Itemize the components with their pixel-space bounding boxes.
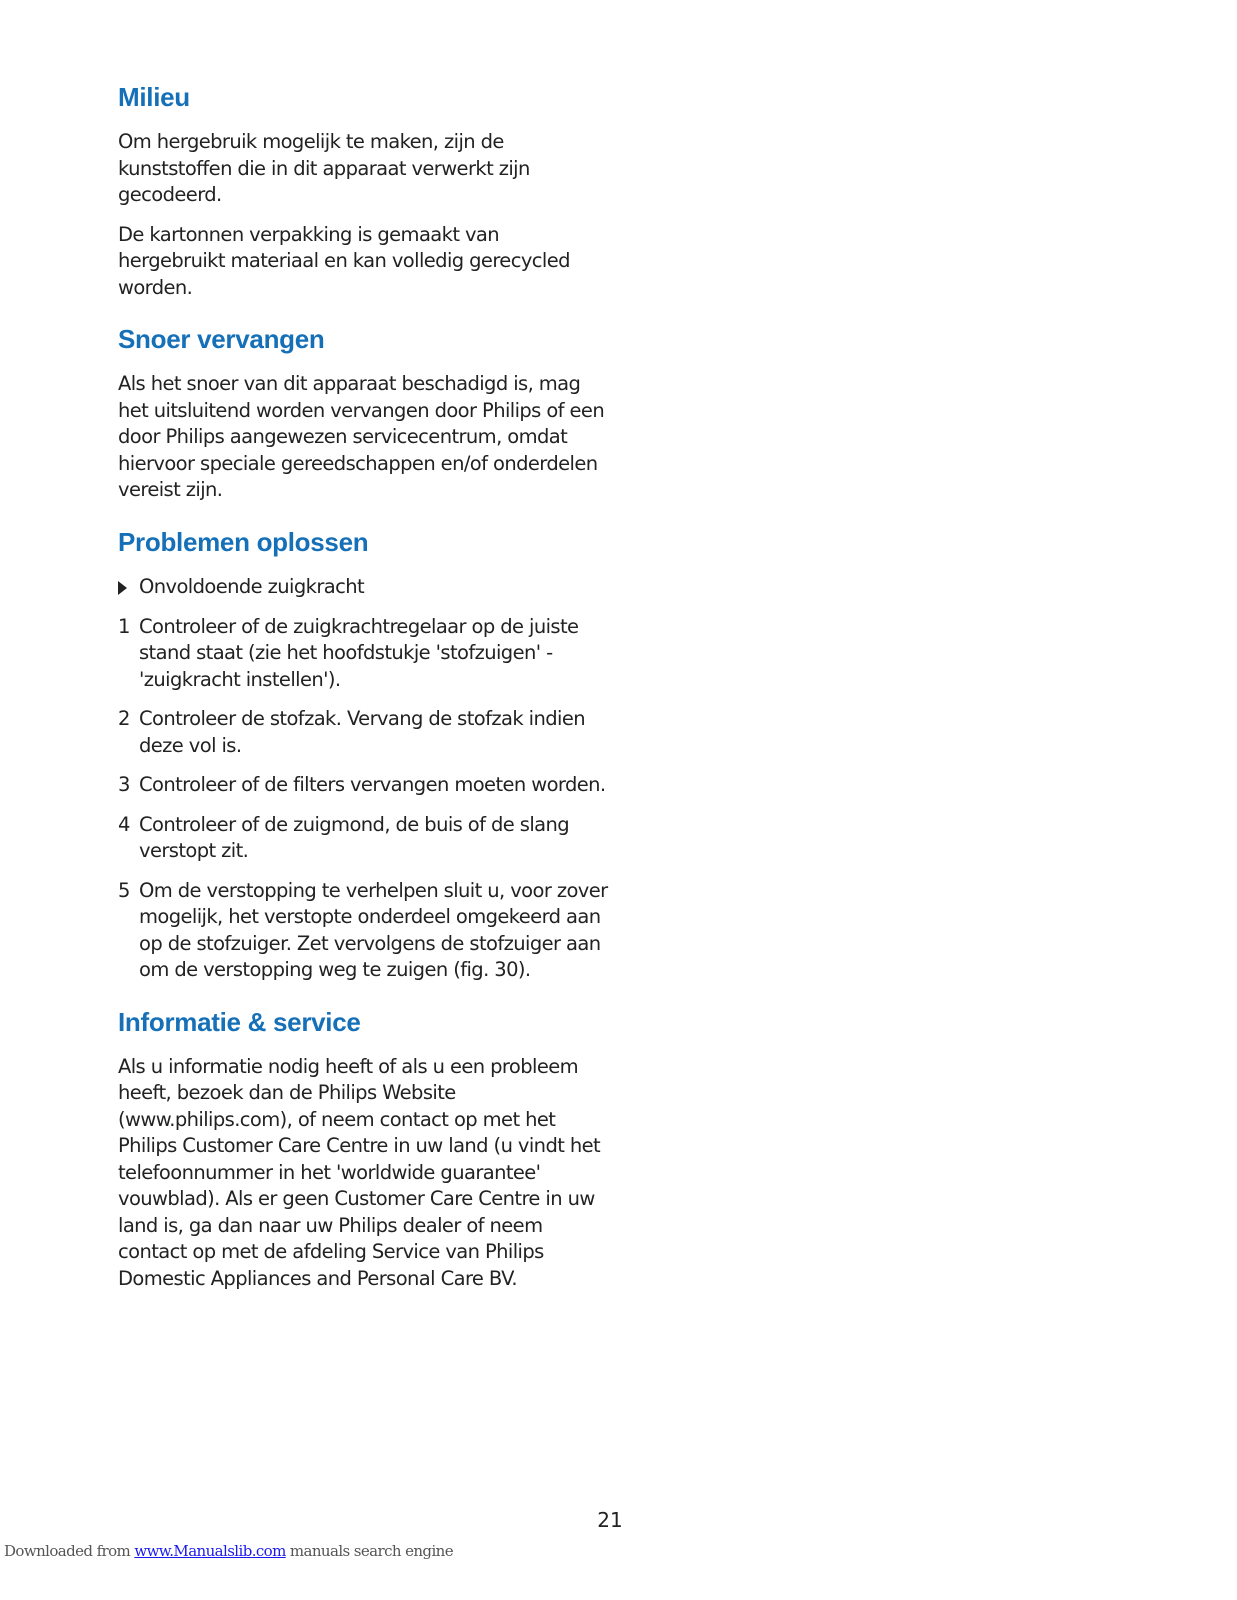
list-item (118, 812, 608, 865)
bullet-list (118, 574, 608, 601)
section-informatie-service (118, 1007, 608, 1293)
download-footer (4, 1542, 453, 1560)
heading-snoer-vervangen: Snoer vervangen (118, 324, 325, 355)
list-item (118, 772, 608, 799)
paragraph: Als u informatie nodig heeft of als u een probleem heeft, bezoek dan de Philips Website (www.philips.com), of neem contact op met het Philips Customer Care Centre in uw land (u vindt het telefoonnummer in het 'worldwide guarantee' vouwblad). Als er geen Customer Care Centre in uw land is, ga dan naar uw Philips dealer of neem contact op met de afdeling Service van Philips Domestic Appliances and Personal Care BV. (118, 1054, 601, 1290)
page-number: 21 (597, 1508, 623, 1532)
list-item (118, 614, 608, 694)
list-item (118, 706, 608, 759)
triangle-bullet-icon (118, 574, 127, 603)
heading-informatie-service: Informatie & service (118, 1006, 361, 1037)
step-text: Controleer of de zuigmond, de buis of de slang verstopt zit. (139, 812, 570, 863)
paragraph: Als het snoer van dit apparaat beschadigd is, mag het uitsluitend worden vervangen door Philips of een door Philips aangewezen servicecentrum, omdat hiervoor speciale gereedschappen en/of onderdelen vereist zijn. (118, 372, 605, 502)
list-item (118, 878, 608, 984)
footer-suffix: manuals search engine (285, 1542, 453, 1560)
paragraph: De kartonnen verpakking is gemaakt van hergebruikt materiaal en kan volledig gerecycled worden. (118, 222, 570, 299)
step-text: Controleer de stofzak. Vervang de stofzak indien deze vol is. (139, 707, 585, 757)
step-number: 2 (118, 707, 130, 731)
content-column (118, 82, 608, 1305)
step-text: Om de verstopping te verhelpen sluit u, voor zover mogelijk, het verstopte onderdeel omgekeerd aan op de stofzuiger. Zet vervolgens de stofzuiger aan om de verstopping weg te zuigen (fig. 30). (139, 878, 608, 982)
step-text: Controleer of de zuigkrachtregelaar op de juiste stand staat (zie het hoofdstukje 'stofzuigen' - 'zuigkracht instellen'). (139, 614, 579, 691)
manualslib-link[interactable]: www.Manualslib.com (134, 1542, 286, 1560)
heading-milieu: Milieu (118, 82, 190, 112)
bullet-text: Onvoldoende zuigkracht (139, 575, 365, 599)
paragraph: Om hergebruik mogelijk te maken, zijn de kunststoffen die in dit apparaat verwerkt zijn gecodeerd. (118, 130, 530, 207)
footer-prefix: Downloaded from (4, 1542, 135, 1560)
step-number: 5 (118, 878, 130, 902)
heading-problemen-oplossen: Problemen oplossen (118, 526, 369, 557)
section-milieu (118, 82, 608, 301)
section-problemen-oplossen (118, 527, 608, 984)
step-number: 4 (118, 812, 130, 836)
section-snoer-vervangen (118, 324, 608, 504)
step-number: 1 (118, 614, 130, 638)
step-number: 3 (118, 773, 130, 797)
list-item (118, 574, 608, 601)
numbered-list (118, 614, 608, 984)
step-text: Controleer of de filters vervangen moeten worden. (139, 773, 606, 797)
